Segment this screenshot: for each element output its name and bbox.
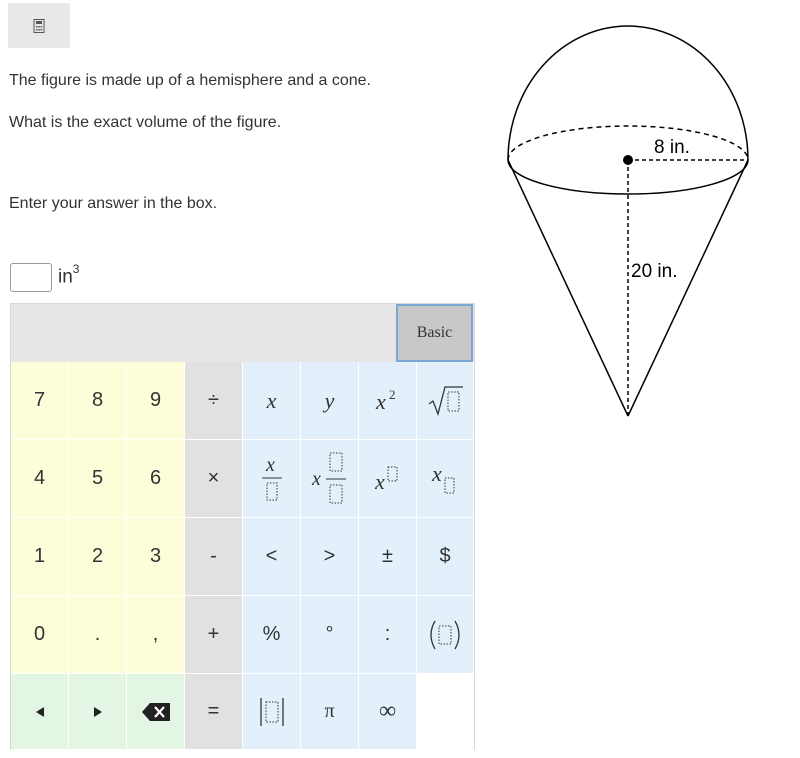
key-equals[interactable]: = [185,674,243,750]
key-cursor-right[interactable] [69,674,127,750]
key-x-squared[interactable] [359,362,417,440]
key-x[interactable] [243,362,301,440]
parentheses-icon [425,618,465,652]
key-plus[interactable]: + [185,596,243,674]
key-2[interactable]: 2 [69,518,127,596]
unit-exponent: 3 [72,262,80,276]
subscript-icon [430,462,460,496]
question-text-2: What is the exact volume of the figure. [9,114,282,131]
key-3[interactable]: 3 [127,518,185,596]
key-colon[interactable]: : [359,596,417,674]
key-plus-minus[interactable]: ± [359,518,417,596]
x-squared-icon [374,388,402,414]
key-0[interactable]: 0 [11,596,69,674]
key-greater-than[interactable]: > [301,518,359,596]
base-ellipse-back [508,126,748,160]
absolute-value-icon [255,695,289,729]
equation-keypad [10,303,475,750]
key-5[interactable]: 5 [69,440,127,518]
hemisphere-arc [508,26,748,160]
key-absolute-value[interactable] [243,674,301,750]
cone-right-side [628,160,748,416]
key-minus[interactable]: - [185,518,243,596]
question-text-1: The figure is made up of a hemisphere and a cone. [9,72,371,89]
square-root-icon [425,384,465,418]
key-y[interactable] [301,362,359,440]
center-point [623,155,633,165]
radius-label: 8 in. [654,137,690,158]
key-9[interactable]: 9 [127,362,185,440]
calculator-icon [33,19,45,33]
key-decimal[interactable]: . [69,596,127,674]
key-7[interactable]: 7 [11,362,69,440]
svg-text:x: x [374,468,385,494]
answer-input[interactable] [10,263,52,292]
key-divide[interactable]: ÷ [185,362,243,440]
svg-text:x: x [375,388,386,414]
instruction-text: Enter your answer in the box. [9,195,218,212]
key-backspace[interactable] [127,674,185,750]
answer-unit [58,264,79,288]
mixed-fraction-icon [310,449,350,509]
key-comma[interactable]: , [127,596,185,674]
key-sqrt[interactable] [417,362,474,440]
key-pi[interactable]: π [301,674,359,750]
left-arrow-icon [33,705,47,719]
key-y-label: y [324,387,335,413]
hemisphere-cone-figure [500,20,760,430]
svg-text:2: 2 [388,387,395,402]
key-8[interactable]: 8 [69,362,127,440]
keypad-header [11,304,474,362]
unit-base: in [58,266,73,288]
key-multiply[interactable]: × [185,440,243,518]
key-6[interactable]: 6 [127,440,185,518]
exponent-icon [373,464,403,494]
key-subscript[interactable] [417,440,474,518]
fraction-icon [260,453,284,505]
key-4[interactable]: 4 [11,440,69,518]
calculator-button[interactable] [8,3,70,48]
key-parentheses[interactable] [417,596,474,674]
key-dollar[interactable]: $ [417,518,474,596]
key-x-label: x [266,387,277,413]
key-infinity[interactable]: ∞ [359,674,417,750]
right-arrow-icon [91,705,105,719]
key-less-than[interactable]: < [243,518,301,596]
key-1[interactable]: 1 [11,518,69,596]
backspace-icon [141,702,171,722]
key-empty [417,674,474,750]
svg-text:x: x [311,467,321,490]
key-fraction[interactable] [243,440,301,518]
key-degree[interactable]: ° [301,596,359,674]
key-exponent[interactable] [359,440,417,518]
svg-text:x: x [432,461,442,486]
key-mixed-fraction[interactable] [301,440,359,518]
svg-text:x: x [265,453,275,476]
key-cursor-left[interactable] [11,674,69,750]
tab-basic[interactable]: Basic [396,304,473,362]
key-percent[interactable]: % [243,596,301,674]
cone-left-side [508,160,628,416]
height-label: 20 in. [631,261,678,282]
